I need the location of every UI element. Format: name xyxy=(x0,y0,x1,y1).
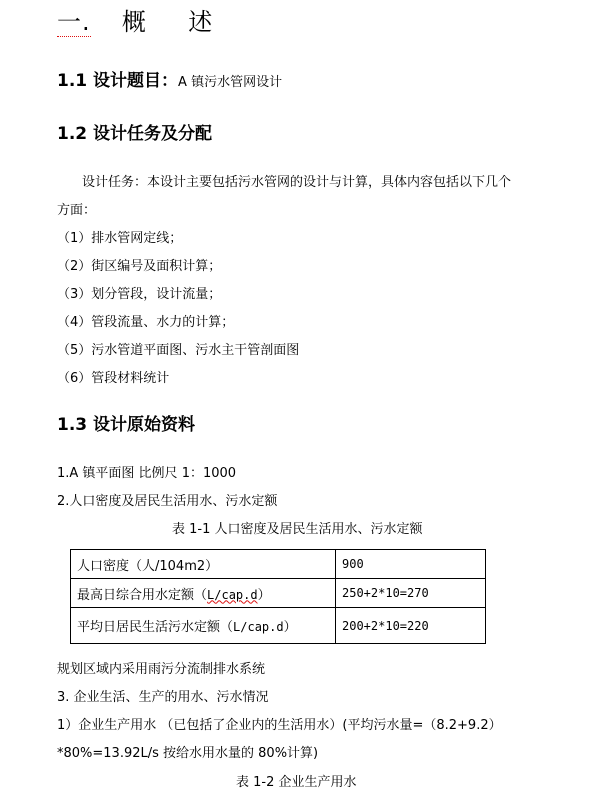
heading-title-char-1: 概 xyxy=(121,8,147,36)
table-row xyxy=(71,579,486,608)
industry-water-line-2: *80%=13.92L/s 按给水用水量的 80%计算) xyxy=(57,746,319,761)
cell-text: 平均日居民生活污水定额（ xyxy=(77,620,234,635)
table-cell-name xyxy=(71,579,336,608)
section-1-1-heading xyxy=(57,66,282,91)
cell-text: ） xyxy=(257,587,271,603)
table-cell-value: 200+2*10=220 xyxy=(336,608,486,644)
task-item: （2）街区编号及面积计算； xyxy=(57,259,222,274)
data-item-2: 2.人口密度及居民生活用水、污水定额 xyxy=(57,494,278,509)
unit-text: L/cap.d xyxy=(207,587,258,602)
cell-text: 最高日综合用水定额（ xyxy=(77,587,208,603)
task-item: （5）污水管道平面图、污水主干管剖面图 xyxy=(57,343,300,358)
unit-text: L/cap.d xyxy=(233,620,284,634)
task-item: （3）划分管段，设计流量； xyxy=(57,287,222,302)
task-intro-line-2: 方面： xyxy=(57,203,97,218)
table-cell-name: 人口密度（人/104m2） xyxy=(71,550,336,579)
table-cell-name xyxy=(71,608,336,644)
table-cell-value: 900 xyxy=(336,550,486,579)
industry-water-line-1: 1）企业生产用水 （已包括了企业内的生活用水）(平均污水量=（8.2+9.2） xyxy=(57,718,502,733)
table-population-water-quota xyxy=(70,549,486,644)
heading-number: 一. xyxy=(57,8,91,36)
cell-text: ） xyxy=(283,620,297,635)
section-1-2-heading: 1.2 设计任务及分配 xyxy=(57,124,213,144)
task-item: （4）管段流量、水力的计算； xyxy=(57,315,235,330)
table-row xyxy=(71,550,486,579)
task-intro-line-1: 设计任务：本设计主要包括污水管网的设计与计算，具体内容包括以下几个 xyxy=(82,175,512,190)
drainage-system-note: 规划区域内采用雨污分流制排水系统 xyxy=(57,662,266,677)
data-item-3: 3. 企业生活、生产的用水、污水情况 xyxy=(57,690,269,705)
table-2-caption: 表 1-2 企业生产用水 xyxy=(236,775,357,790)
table-cell-value: 250+2*10=270 xyxy=(336,579,486,608)
design-topic-value: A 镇污水管网设计 xyxy=(178,75,283,90)
task-item: （6）管段材料统计 xyxy=(57,371,170,386)
heading-title-char-2: 述 xyxy=(188,8,214,36)
table-row xyxy=(71,608,486,644)
data-item-1: 1.A 镇平面图 比例尺 1：1000 xyxy=(57,466,237,481)
section-1-1-label: 1.1 设计题目： xyxy=(57,71,179,91)
table-1-caption: 表 1-1 人口密度及居民生活用水、污水定额 xyxy=(172,522,423,537)
task-item: （1）排水管网定线； xyxy=(57,231,183,246)
heading-overview xyxy=(57,2,213,37)
section-1-3-heading: 1.3 设计原始资料 xyxy=(57,415,196,435)
